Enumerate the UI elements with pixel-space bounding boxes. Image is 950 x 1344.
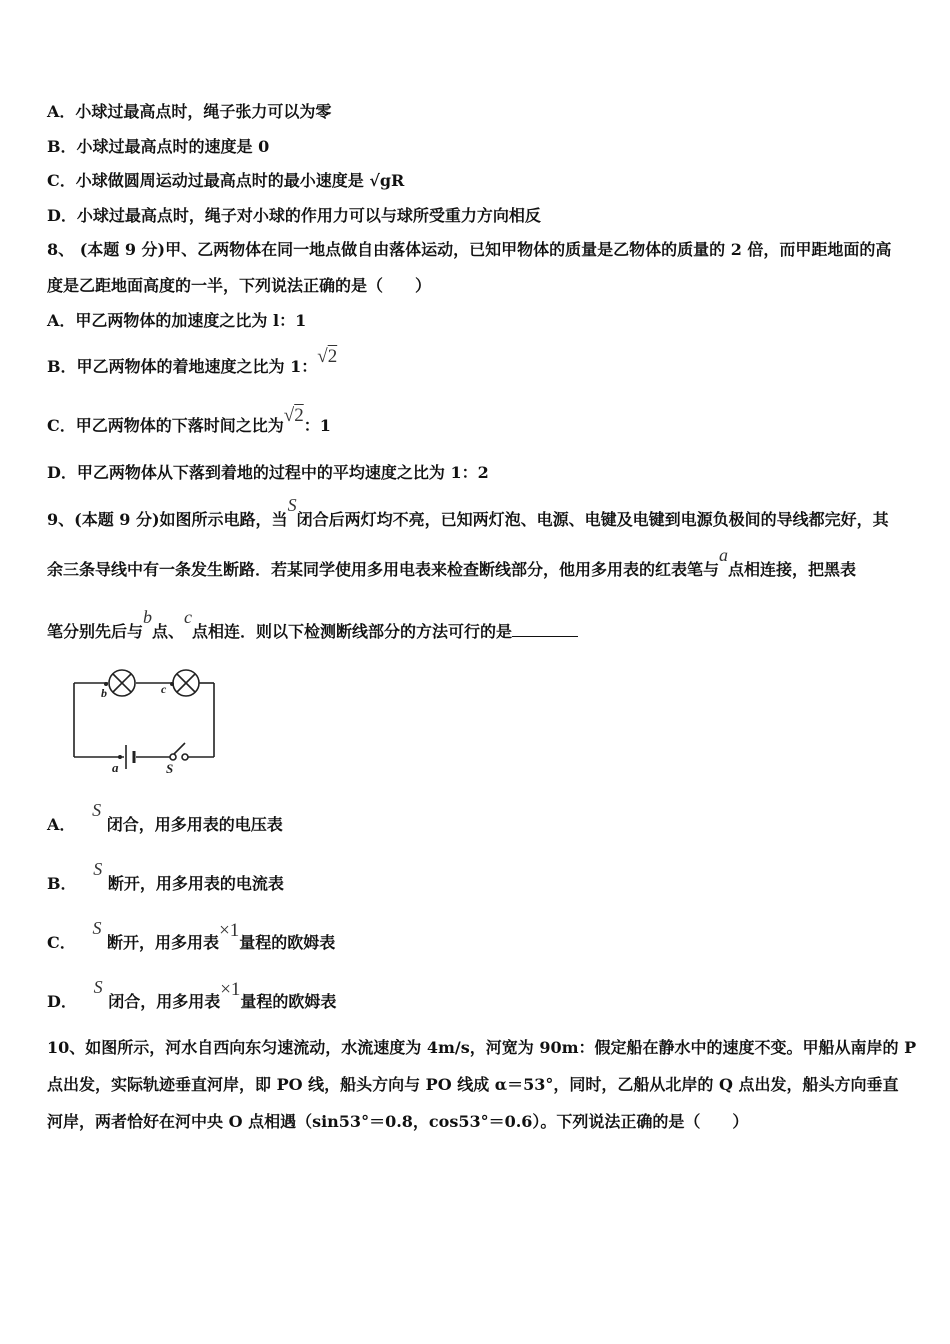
q9-stem-line2 bbox=[47, 545, 857, 580]
battery-icon bbox=[126, 745, 134, 769]
circuit-diagram bbox=[62, 665, 242, 781]
option-text: 断开，用多用表的电流表 bbox=[107, 874, 284, 893]
range-symbol: ×1 bbox=[220, 979, 241, 1000]
option-text: 甲乙两物体的着地速度之比为 1： bbox=[76, 357, 318, 376]
switch-symbol: S bbox=[93, 977, 103, 997]
point-a-symbol: a bbox=[719, 545, 729, 565]
stem-text: 点相连接，把黑表 bbox=[728, 560, 857, 579]
q8-stem-line1: 8、 (本题 9 分)甲、乙两物体在同一地点做自由落体运动，已知甲物体的质量是乙物体的质量的 2 倍，而甲距地面的高 bbox=[47, 240, 892, 259]
node-c-dot bbox=[170, 682, 174, 686]
option-label: A． bbox=[47, 815, 76, 834]
q10-stem-line1: 10、如图所示，河水自西向东匀速流动，水流速度为 4m/s，河宽为 90m：假定船在静水中的速度不变。甲船从南岸的 P bbox=[47, 1038, 917, 1057]
sqrt-radicand: 2 bbox=[327, 346, 338, 367]
option-text: 小球过最高点时，绳子张力可以为零 bbox=[75, 102, 332, 121]
q9-stem-line3 bbox=[47, 607, 578, 642]
option-label: D． bbox=[47, 992, 77, 1011]
stem-text: 点相连．则以下检测断线部分的方法可行的是 bbox=[192, 622, 513, 641]
q8-option-b bbox=[47, 346, 338, 377]
option-text: 小球做圆周运动过最高点时的最小速度是 √gR bbox=[75, 171, 405, 190]
sqrt-symbol: √2 bbox=[283, 405, 304, 426]
option-label: A． bbox=[47, 102, 76, 121]
stem-text: 余三条导线中有一条发生断路．若某同学使用多用电表来检查断线部分，他用多用表的红表笔与 bbox=[47, 560, 720, 579]
q10-stem-line2: 点出发，实际轨迹垂直河岸，即 PO 线，船头方向与 PO 线成 α＝53°，同时，乙船从北岸的 Q 点出发，船头方向垂直 bbox=[47, 1075, 899, 1094]
option-label: C． bbox=[47, 171, 76, 190]
q9-option-b bbox=[47, 859, 284, 894]
switch-symbol: S bbox=[92, 918, 102, 938]
option-text: 甲乙两物体的加速度之比为 l：1 bbox=[75, 311, 307, 330]
stem-text: 闭合后两灯均不亮，已知两灯泡、电源、电键及电键到电源负极间的导线都完好，其 bbox=[296, 510, 889, 529]
range-symbol: ×1 bbox=[219, 920, 240, 941]
switch-symbol: S bbox=[93, 859, 103, 879]
switch-symbol: S bbox=[287, 495, 297, 515]
q7-option-d bbox=[47, 206, 541, 226]
sqrt-radicand: 2 bbox=[294, 405, 304, 426]
node-a-dot bbox=[118, 755, 122, 759]
point-b-symbol: b bbox=[143, 607, 153, 627]
q9-option-a bbox=[47, 800, 283, 835]
option-text: 闭合，用多用表的电压表 bbox=[106, 815, 283, 834]
option-label: A． bbox=[47, 311, 76, 330]
option-label: C． bbox=[47, 416, 76, 435]
option-label: B． bbox=[47, 137, 77, 156]
q8-option-d bbox=[47, 463, 489, 483]
option-label: B． bbox=[47, 357, 77, 376]
label-c: c bbox=[161, 682, 167, 696]
q9-option-c bbox=[47, 918, 336, 953]
option-text-after: ：1 bbox=[303, 416, 331, 435]
option-text: 甲乙两物体从下落到着地的过程中的平均速度之比为 1：2 bbox=[76, 463, 489, 482]
q10-stem-line3: 河岸，两者恰好在河中央 O 点相遇（sin53°＝0.8，cos53°＝0.6）。下列说法正确的是（ ） bbox=[47, 1112, 749, 1131]
q7-option-a bbox=[47, 102, 331, 122]
option-text: 断开，用多用表 bbox=[107, 933, 220, 952]
option-text: 甲乙两物体的下落时间之比为 bbox=[75, 416, 284, 435]
label-b: b bbox=[101, 686, 107, 700]
option-text: 闭合，用多用表 bbox=[108, 992, 221, 1011]
q7-option-b bbox=[47, 137, 269, 157]
stem-text: 笔分别先后与 bbox=[47, 622, 144, 641]
option-label: C． bbox=[47, 933, 76, 952]
switch-icon bbox=[170, 743, 188, 760]
q8-option-a bbox=[47, 311, 306, 331]
option-label: D． bbox=[47, 206, 77, 225]
answer-blank bbox=[512, 622, 578, 637]
option-label: B． bbox=[47, 874, 77, 893]
option-label: D． bbox=[47, 463, 77, 482]
point-c-symbol: c bbox=[184, 607, 193, 627]
q7-option-c bbox=[47, 171, 404, 191]
option-text: 小球过最高点时的速度是 0 bbox=[76, 137, 270, 156]
switch-symbol: S bbox=[92, 800, 102, 820]
option-text-after: 量程的欧姆表 bbox=[240, 992, 337, 1011]
option-text: 小球过最高点时，绳子对小球的作用力可以与球所受重力方向相反 bbox=[76, 206, 541, 225]
label-a: a bbox=[112, 760, 119, 775]
sqrt-symbol: √2 bbox=[317, 346, 338, 367]
stem-text: 点、 bbox=[152, 622, 185, 641]
q8-option-c bbox=[47, 405, 331, 436]
q9-stem-line1 bbox=[47, 495, 889, 530]
lamp-2-icon bbox=[173, 670, 199, 696]
stem-text: 9、(本题 9 分)如图所示电路，当 bbox=[47, 510, 288, 529]
lamp-1-icon bbox=[109, 670, 135, 696]
q8-stem-line2: 度是乙距地面高度的一半，下列说法正确的是（ ） bbox=[47, 276, 432, 295]
label-s: S bbox=[166, 761, 174, 776]
q9-option-d bbox=[47, 977, 337, 1012]
option-text-after: 量程的欧姆表 bbox=[239, 933, 336, 952]
